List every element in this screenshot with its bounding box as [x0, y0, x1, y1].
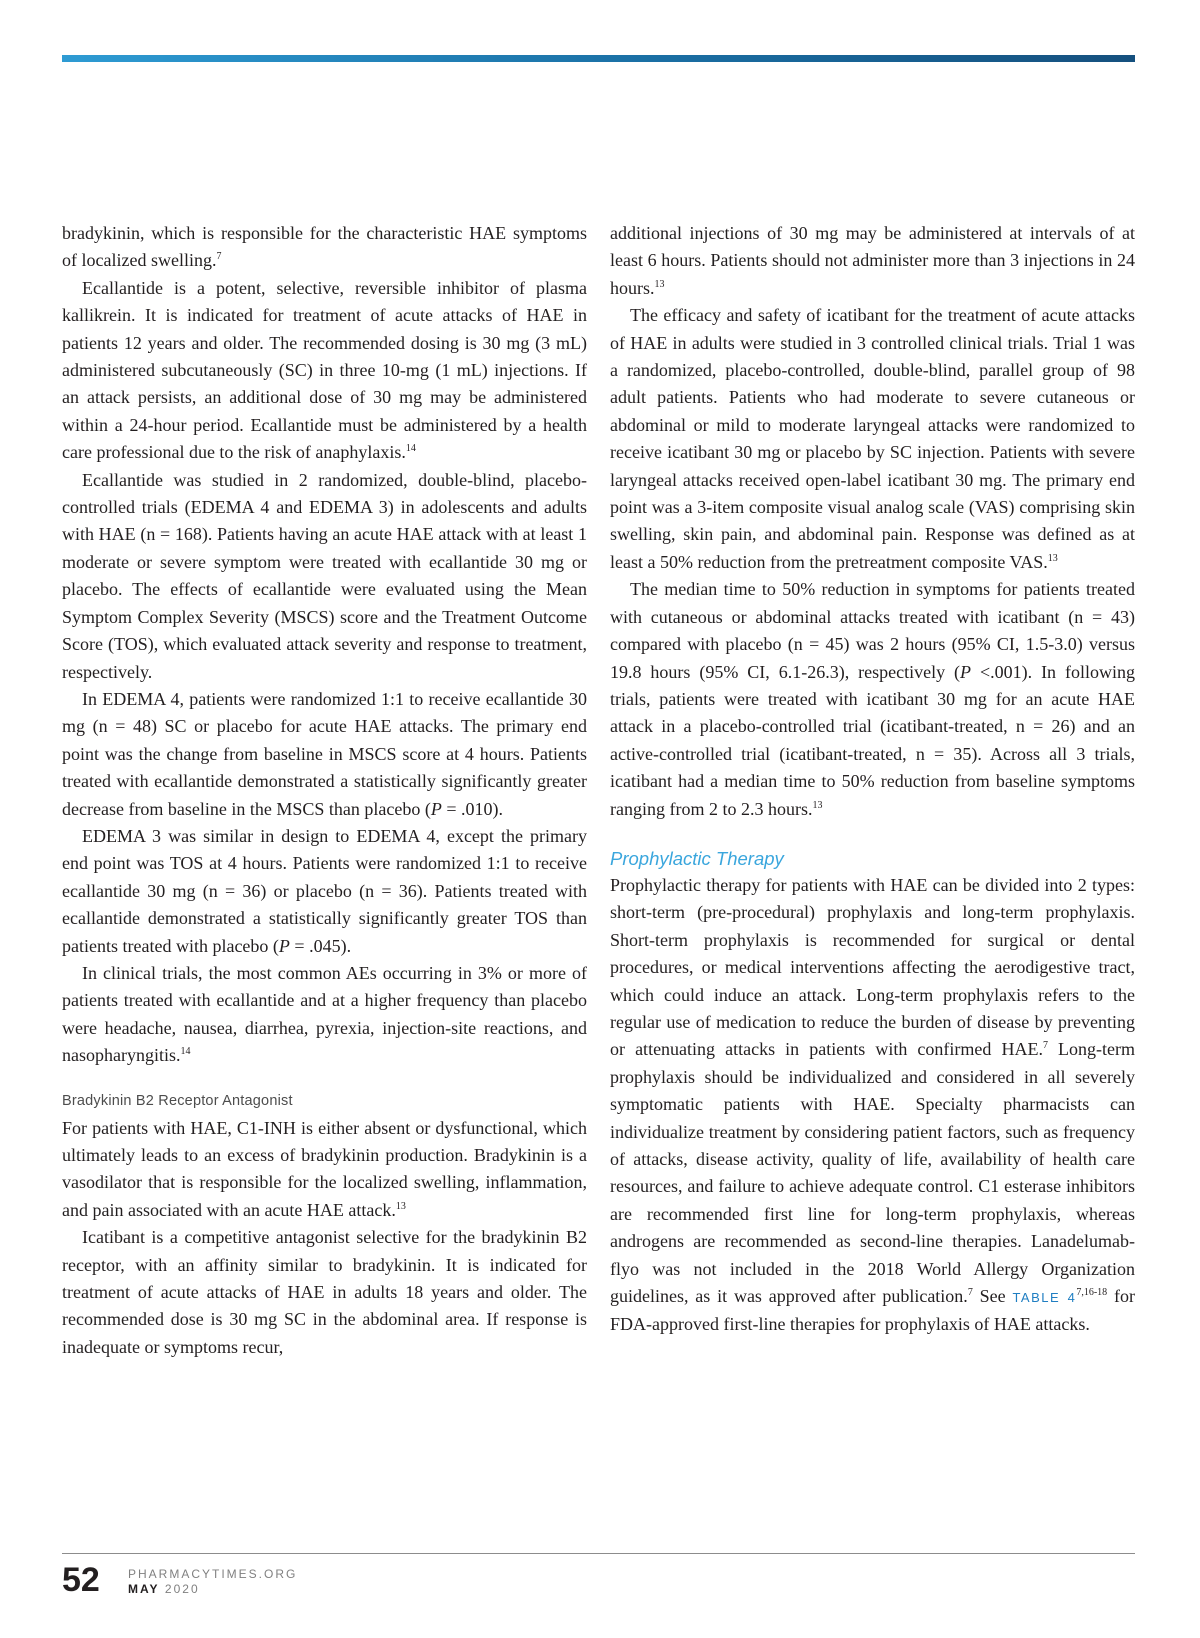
section-subheading: Bradykinin B2 Receptor Antagonist	[62, 1092, 293, 1109]
paragraph-text: Ecallantide was studied in 2 randomized, double-blind, placebo-controlled trials (EDEMA 4 and EDEMA 3) in adolescents and adults with HAE (n = 168). Patients having an acute HAE attack with at least 1 moderate or severe symptom were treated with ecallantide 30 mg or placebo. The effects of ecallantide were evaluated using the Mean Symptom Complex Severity (MSCS) score and the Treatment Outcome Score (TOS), which evaluated attack severity and response to treatment, respectively.	[62, 469, 587, 682]
paragraph-text: = .010).	[441, 798, 504, 819]
paragraph	[610, 872, 1135, 1339]
paragraph-text: EDEMA 3 was similar in design to EDEMA 4, except the primary end point was TOS at 4 hours. Patients were randomized 1:1 to receive ecallantide 30 mg (n = 36) or placebo (n = 36). Patients treated with ecallantide demonstrated a statistically significantly greater TOS than patients treated with placebo (	[62, 825, 587, 956]
paragraph-text: = .045).	[289, 935, 352, 956]
paragraph-text: See	[972, 1286, 1013, 1307]
paragraph-text: The efficacy and safety of icatibant for the treatment of acute attacks of HAE in adults were studied in 3 controlled clinical trials. Trial 1 was a randomized, placebo-controlled, double-blind, parallel group of 98 adult patients. Patients who had moderate to severe cutaneous or abdominal or mild to moderate laryngeal attacks were randomized to receive icatibant 30 mg or placebo by SC injection. Patients with severe laryngeal attacks received open-label icatibant 30 mg. The primary end point was a 3-item composite visual analog scale (VAS) comprising skin swelling, skin pain, and abdominal pain. Response was defined as at least a 50% reduction from the pretreatment composite VAS.	[610, 305, 1135, 572]
paragraph	[62, 1224, 587, 1361]
paragraph-text: bradykinin, which is responsible for the characteristic HAE symptoms of localized swelling.	[62, 223, 587, 271]
section-heading: Prophylactic Therapy	[610, 847, 784, 869]
paragraph	[62, 1115, 587, 1225]
page-number: 52	[62, 1561, 100, 1599]
reference-superscript: 7,16-18	[1076, 1287, 1108, 1299]
footer-rule	[62, 1553, 1135, 1554]
paragraph	[62, 686, 587, 823]
paragraph	[610, 576, 1135, 823]
left-column	[62, 220, 587, 1361]
reference-superscript: 13	[654, 278, 665, 290]
paragraph	[62, 960, 587, 1070]
paragraph	[62, 823, 587, 960]
paragraph-text: for FDA-approved first-line therapies for prophylaxis of HAE attacks.	[610, 1286, 1135, 1335]
p-value-symbol: P	[278, 935, 290, 956]
reference-superscript: 7	[967, 1287, 973, 1299]
reference-superscript: 7	[1042, 1040, 1048, 1052]
right-column	[610, 220, 1135, 1339]
paragraph-text: In clinical trials, the most common AEs occurring in 3% or more of patients treated with ecallantide and at a higher frequency than placebo were headache, nausea, diarrhea, pyrexia, injection-site reactions, and nasopharyngitis.	[62, 962, 587, 1066]
paragraph-text: Ecallantide is a potent, selective, reversible inhibitor of plasma kallikrein. It is indicated for treatment of acute attacks of HAE in patients 12 years and older. The recommended dosing is 30 mg (3 mL) administered subcutaneously (SC) in three 10-mg (1 mL) injections. If an attack persists, an additional dose of 30 mg may be administered within a 24-hour period. Ecallantide must be administered by a health care professional due to the risk of anaphylaxis.	[62, 277, 587, 463]
paragraph-text: In EDEMA 4, patients were randomized 1:1 to receive ecallantide 30 mg (n = 48) SC or placebo for acute HAE attacks. The primary end point was the change from baseline in MSCS score at 4 hours. Patients treated with ecallantide demonstrated a statistically significantly greater decrease from baseline in the MSCS than placebo (	[62, 688, 587, 819]
paragraph	[610, 220, 1135, 302]
publication-date	[128, 1582, 200, 1596]
publication-year: 2020	[164, 1582, 200, 1596]
p-value-symbol: P	[960, 661, 972, 682]
top-rule	[62, 55, 1135, 62]
reference-superscript: 14	[405, 443, 416, 455]
paragraph-text: The median time to 50% reduction in symptoms for patients treated with cutaneous or abdominal attacks treated with icatibant (n = 43) compared with placebo (n = 45) was 2 hours (95% CI, 1.5-3.0) versus 19.8 hours (95% CI, 6.1-26.3), respectively (	[610, 579, 1135, 682]
reference-superscript: 13	[812, 799, 823, 811]
paragraph	[610, 302, 1135, 576]
paragraph-text: <.001). In following trials, patients were treated with icatibant 30 mg for an acute HAE attack in a placebo-controlled trial (icatibant-treated, n = 26) and an active-controlled trial (icatibant-treated, n = 35). Across all 3 trials, icatibant had a median time to 50% reduction from baseline symptoms ranging from 2 to 2.3 hours.	[610, 661, 1135, 819]
paragraph-text: Prophylactic therapy for patients with HAE can be divided into 2 types: short-term (pre-procedural) prophylaxis and long-term prophylaxis. Short-term prophylaxis is recommended for surgical or dental procedures, or medical interventions affecting the aerodigestive tract, which could induce an attack. Long-term prophylaxis refers to the regular use of medication to reduce the burden of disease by preventing or attenuating attacks in patients with confirmed HAE.	[610, 874, 1135, 1060]
paragraph-text: Icatibant is a competitive antagonist selective for the bradykinin B2 receptor, with an affinity similar to bradykinin. It is indicated for treatment of acute attacks of HAE in adults 18 years and older. The recommended dose is 30 mg SC in the abdominal area. If response is inadequate or symptoms recur,	[62, 1227, 587, 1357]
paragraph-text: For patients with HAE, C1-INH is either absent or dysfunctional, which ultimately leads to an excess of bradykinin production. Bradykinin is a vasodilator that is responsible for the localized swelling, inflammation, and pain associated with an acute HAE attack.	[62, 1117, 587, 1220]
paragraph	[62, 467, 587, 686]
paragraph-text: additional injections of 30 mg may be administered at intervals of at least 6 hours. Patients should not administer more than 3 injections in 24 hours.	[610, 223, 1135, 298]
reference-superscript: 14	[180, 1046, 191, 1058]
publication-site: PHARMACYTIMES.ORG	[128, 1567, 298, 1581]
reference-superscript: 13	[1047, 552, 1058, 564]
paragraph	[62, 275, 587, 467]
table-4-link[interactable]: TABLE 4	[1012, 1290, 1077, 1306]
publication-month: MAY	[128, 1582, 160, 1596]
p-value-symbol: P	[430, 798, 442, 819]
reference-superscript: 13	[395, 1200, 406, 1212]
paragraph	[62, 220, 587, 275]
reference-superscript: 7	[216, 251, 222, 263]
paragraph-text: Long-term prophylaxis should be individualized and considered in all severely symptomatic patients with HAE. Specialty pharmacists can individualize treatment by considering patient factors, such as frequency of attacks, disease activity, quality of life, availability of health care resources, and failure to achieve adequate control. C1 esterase inhibitors are recommended first line for long-term prophylaxis, whereas androgens are recommended as second-line therapies. Lanadelumab-flyo was not included in the 2018 World Allergy Organization guidelines, as it was approved after publication.	[610, 1039, 1135, 1307]
